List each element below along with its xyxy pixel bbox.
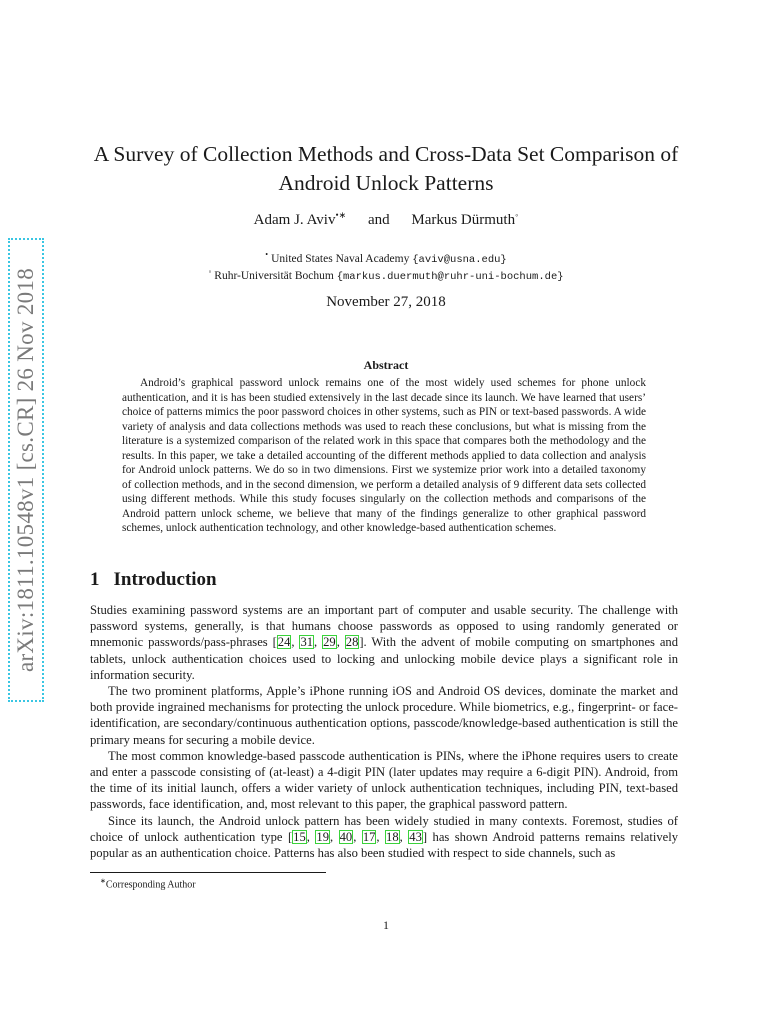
citation-link[interactable]: 31 — [300, 635, 314, 650]
citation-link[interactable]: 28 — [345, 635, 359, 650]
paper-title — [80, 140, 692, 198]
paragraph-text: ] has shown Android patterns remains relatively popular as an authentication choice. Patterns has also been studied with respect to side channels, such as — [90, 829, 679, 861]
paragraph-text: ]. With the advent of mobile computing on smartphones and tablets, unlock authentication choices used to locking and unlocking mobile device plays a significant role in information security. — [90, 635, 679, 682]
affiliation-email[interactable]: {aviv@usna.edu} — [412, 253, 507, 266]
citation-link[interactable]: 29 — [323, 635, 336, 650]
section-heading — [90, 569, 217, 591]
page-number: 1 — [383, 918, 389, 932]
title-line-2: Android Unlock Patterns — [278, 171, 494, 195]
citation-link[interactable]: 40 — [339, 829, 353, 844]
arxiv-identifier-text: arXiv:1811.10548v1 [cs.CR] 26 Nov 2018 — [13, 267, 38, 673]
citation-link[interactable]: 19 — [316, 829, 329, 844]
author-aviv-marks: •∗ — [335, 210, 347, 220]
citation-link[interactable]: 15 — [293, 829, 306, 844]
paragraph-text: Since its launch, the Android unlock pattern has been widely studied in many contexts. Foremost, studies of choice of unlock authentication type [ — [90, 813, 678, 844]
section-title: Introduction — [113, 569, 217, 590]
body-text — [90, 602, 678, 861]
paragraph: The two prominent platforms, Apple’s iPhone running iOS and Android OS devices, dominate the market and both provide ingrained mechanisms for protecting the unlock procedure. While biometrics, e.g., fingerprint- or face-identification, are secondary/continuous authentication options, passcode/knowledge-based authentication is still the primary means for securing a mobile device. — [90, 684, 678, 747]
footnote-text: Corresponding Author — [105, 879, 196, 891]
affiliation-usna — [80, 250, 692, 266]
paragraph-text: Studies examining password systems are an important part of computer and usable security. The challenge with password systems, generally, is that humans choose passwords as opposed to using randomly generated or mnemonic passwords/pass-phrases [ — [90, 603, 678, 650]
citation-link[interactable]: 24 — [277, 635, 291, 650]
affiliation-rub — [80, 267, 692, 283]
abstract-body: Android’s graphical password unlock remains one of the most widely used schemes for phone unlock authentication, and it is has been studied extensively in the last decade since its launch. We have learned that users’ choice of patterns mimics the poor password choices in other systems, such as PIN or text-based passwords. A wide variety of analysis and data collections methods was used to reach these conclusions, but what is missing from the literature is a systemized comparison of the related work in this space that compares both the methodology and the results. In this paper, we take a detailed accounting of the different methods applied to data collection and analysis for Android unlock patterns. We do so in two dimensions. First we systemize prior work into a detailed taxonomy of collection methods, and in the second dimension, we perform a detailed analysis of 9 different data sets collected using different methods. While this study focuses singularly on the collection methods and comparisons of the Android pattern unlock scheme, we believe that many of the findings generalize to other graphical password schemes, unlock authentication technology, and other knowledge-based authentication schemes. — [122, 377, 646, 534]
affiliation-mark: ◦ — [208, 267, 212, 276]
affiliation-mark: • — [265, 250, 269, 259]
authors-joiner: and — [367, 212, 390, 228]
publication-date: November 27, 2018 — [326, 294, 446, 310]
author-list — [80, 210, 692, 229]
arxiv-identifier-stamp[interactable] — [8, 238, 44, 702]
section-number: 1 — [90, 569, 100, 590]
title-line-1: A Survey of Collection Methods and Cross-Data Set Comparison of — [93, 142, 679, 166]
citation-link[interactable]: 43 — [409, 829, 422, 844]
affiliation-email[interactable]: {markus.duermuth@ruhr-uni-bochum.de} — [336, 270, 564, 283]
footnote-rule — [90, 872, 326, 873]
footnote-mark: ∗ — [100, 877, 106, 885]
paragraph: Studies examining password systems are an important part of computer and usable security. The challenge with password systems, generally, is that humans choose passwords as opposed to using randomly generated or mnemonic passwords/pass-phrases [24, 31, 29, 28]. With the advent of mobile computing on smartphones and tablets, unlock authentication choices used to locking and unlocking mobile device plays a significant role in information security. — [90, 603, 679, 682]
affiliation-name: United States Naval Academy — [271, 252, 413, 265]
paragraph: Since its launch, the Android unlock pattern has been widely studied in many contexts. Foremost, studies of choice of unlock authentication type [15, 19, 40, 17, 18, 43] has shown Android patterns remains relatively popular as an authentication choice. Patterns has also been studied with respect to side channels, such as — [90, 813, 679, 861]
author-aviv: Adam J. Aviv — [253, 212, 336, 228]
abstract-heading: Abstract — [363, 358, 409, 372]
author-durmuth-marks: ◦ — [515, 210, 519, 220]
paragraph: The most common knowledge-based passcode authentication is PINs, where the iPhone requires users to create and enter a passcode consisting of (at-least) a 4-digit PIN (later updates may require a 6-digit PIN). Android, from the time of its initial launch, offers a wider variety of unlock authentication techniques, including PIN, text-based passwords, face identification, and, most relevant to this paper, the graphical password pattern. — [90, 748, 678, 812]
footnote — [100, 877, 196, 890]
affiliation-name: Ruhr-Universität Bochum — [214, 269, 337, 282]
citation-link[interactable]: 18 — [386, 829, 399, 844]
author-durmuth: Markus Dürmuth — [411, 212, 516, 228]
citation-link[interactable]: 17 — [362, 829, 376, 844]
